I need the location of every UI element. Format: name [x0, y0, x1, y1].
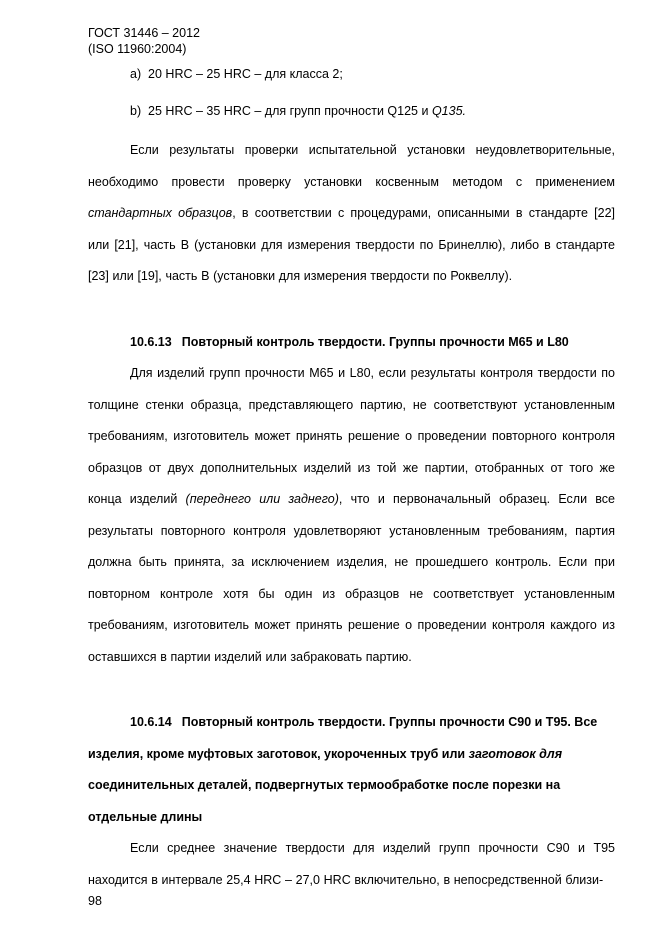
page-number: 98	[88, 894, 102, 908]
paragraph-text-b: , в соответствии с процедурами, описанными в стандарте [22] или [21], часть В (установки для измерения твердости по Бринеллю), либо в стандарте [23] или [19], часть В (установки для измерения твердости по Роквеллу).	[88, 206, 615, 283]
section-title-a: Повторный контроль твердости. Группы прочности С90 и Т95. Все изделия, кроме муфтовых заготовок, укороченных труб или	[88, 715, 598, 761]
section-title: Повторный контроль твердости. Группы прочности М65 и L80	[181, 334, 569, 349]
list-item-italic: Q135.	[431, 104, 466, 118]
paragraph-text-b: , что и первоначальный образец. Если все результаты повторного контроля удовлетворяют установленным требованиям, партия должна быть принята, за исключением изделия, не прошедшего контроль. Если при повторном контроле хотя бы один из образцов не соответствует установленным требованиям, изготовитель может принять решение о проведении контроля каждого из оставшихся в партии изделий или забраковать партию.	[88, 492, 615, 664]
list-item-text: b) 25 HRC – 35 HRC – для групп прочности Q125 и	[130, 104, 432, 118]
spacer	[88, 87, 615, 98]
paragraph-retest-m65-l80	[88, 358, 615, 673]
paragraph-italic: стандартных образцов	[88, 206, 233, 220]
header-iso-reference: (ISO 11960:2004)	[88, 41, 187, 56]
section-heading-10-6-13	[88, 327, 615, 359]
header-standard-number: ГОСТ 31446 – 2012	[88, 26, 200, 40]
spacer	[88, 673, 615, 707]
section-title-italic: заготовок для	[468, 746, 563, 761]
spacer	[88, 293, 615, 327]
spacer	[88, 124, 615, 135]
section-title-b: соединительных деталей, подвергнутых термообработке после порезки на отдельные длины	[88, 778, 561, 824]
paragraph-hardness-average: Если среднее значение твердости для изделий групп прочности С90 и Т95 находится в интервале 25,4 HRC – 27,0 HRC включительно, в непосредственной близи-	[88, 841, 615, 887]
paragraph-verification	[88, 135, 615, 293]
paragraph-text-a: Для изделий групп прочности М65 и L80, если результаты контроля твердости по толщине стенки образца, представляющего партию, не соответствуют установленным требованиям, изготовитель может принять решение о проведении повторного контроля образцов от двух дополнительных изделий из той же партии, отобранных от того же конца изделий	[88, 366, 615, 506]
paragraph-italic: (переднего или заднего)	[185, 492, 339, 506]
section-heading-10-6-14	[88, 707, 615, 833]
paragraph-text-a: Если результаты проверки испытательной установки неудовлетворительные, необходимо провести проверку установки косвенным методом с применением	[88, 143, 615, 189]
page-header	[88, 26, 615, 57]
section-number: 10.6.13	[130, 334, 172, 349]
list-item: a) 20 HRC – 25 HRC – для класса 2;	[130, 67, 343, 81]
list-item	[88, 98, 615, 124]
section-number: 10.6.14	[130, 715, 172, 729]
